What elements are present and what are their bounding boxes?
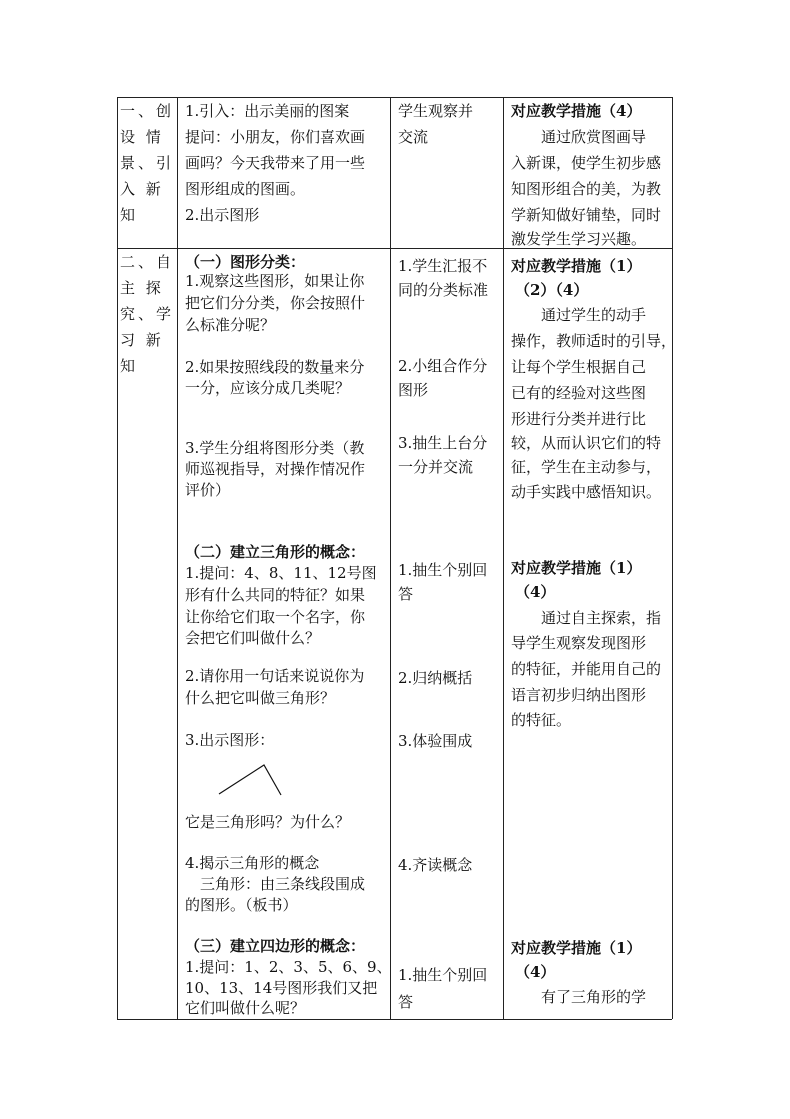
activity-line: 1.观察这些图形，如果让你	[185, 272, 365, 290]
activity-line: 3.出示图形：	[185, 731, 275, 749]
measure-line: 语言初步归纳出图形	[511, 686, 647, 704]
activity-line: 2.请你用一句话来说说你为	[185, 667, 365, 685]
stage-label-line: 一、创	[120, 102, 175, 120]
activity-line: 的图形。（板书）	[185, 896, 298, 914]
stage-label-line: 设 情	[120, 128, 164, 146]
student-line: 图形	[398, 381, 429, 399]
table-border-left	[117, 97, 118, 1019]
activity-line: 提问：小朋友，你们喜欢画	[185, 128, 366, 146]
activity-line: 什么把它叫做三角形？	[185, 689, 336, 707]
measure-line: 入新课，使学生初步感	[511, 154, 662, 172]
activity-line: 把它们分分类，你会按照什	[185, 294, 366, 312]
table-column-divider	[503, 97, 504, 1019]
measure-line: 征，学生在主动参与，	[511, 458, 662, 476]
activity-line: 会把它们叫做什么？	[185, 629, 321, 647]
activity-line: 4.揭示三角形的概念	[185, 854, 320, 872]
stage-label-line: 习 新	[120, 331, 164, 349]
stage-label-line: 二、自	[120, 253, 175, 271]
activity-line: 评价）	[185, 481, 231, 499]
measure-line: 已有的经验对这些图	[511, 384, 647, 402]
activity-line: 3.学生分组将图形分类（教	[185, 439, 365, 457]
activity-line: 1.引入：出示美丽的图案	[185, 102, 350, 120]
measure-line: 操作，教师适时的引导，	[511, 332, 677, 350]
activity-line: 图形组成的图画。	[185, 180, 306, 198]
activity-line: 形有什么共同的特征？如果	[185, 586, 366, 604]
table-border-right	[672, 97, 673, 1019]
section-heading: （二）建立三角形的概念：	[185, 543, 366, 561]
activity-line: 1.提问：1、2、3、5、6、9、	[185, 958, 392, 976]
table-border-top	[117, 97, 672, 98]
activity-line: 三角形：由三条线段围成	[200, 875, 366, 893]
student-line: 3.抽生上台分	[398, 434, 488, 452]
measure-line: 动手实践中感悟知识。	[511, 483, 662, 501]
measure-line: 学新知做好铺垫，同时	[511, 206, 662, 224]
activity-line: 2.出示图形	[185, 206, 260, 224]
table-column-divider	[390, 97, 391, 1019]
activity-line: 让你给它们取一个名字，你	[185, 608, 366, 626]
table-border-bottom	[117, 1019, 672, 1020]
section-heading: （三）建立四边形的概念：	[185, 937, 366, 955]
measure-line: 知图形组合的美，为教	[511, 180, 662, 198]
activity-line: 10、13、14号图形我们又把	[185, 979, 378, 997]
stage-label-line: 知	[120, 206, 136, 224]
measure-line: 的特征，并能用自己的	[511, 660, 662, 678]
student-line: 1.抽生个别回	[398, 966, 488, 984]
activity-line: 2.如果按照线段的数量来分	[185, 358, 365, 376]
stage-label-line: 景、引	[120, 154, 175, 172]
measure-line: 较，从而认识它们的特	[511, 434, 662, 452]
measure-title: （2）（4）	[515, 281, 589, 299]
measure-title: 对应教学措施（1）	[511, 559, 642, 577]
student-line: 答	[398, 585, 414, 603]
measure-line: 的特征。	[511, 711, 572, 729]
activity-line: 师巡视指导，对操作情况作	[185, 460, 366, 478]
student-line: 学生观察并	[398, 102, 474, 120]
measure-line: 通过学生的动手	[541, 306, 647, 324]
measure-line: 激发学生学习兴趣。	[511, 230, 647, 248]
stage-label-line: 究、学	[120, 305, 175, 323]
student-line: 2.小组合作分	[398, 357, 488, 375]
measure-line: 通过自主探索，指	[541, 609, 662, 627]
student-line: 3.体验围成	[398, 732, 473, 750]
student-line: 交流	[398, 128, 429, 146]
table-column-divider	[177, 97, 178, 1019]
activity-line: 1.提问：4、8、11、12号图	[185, 564, 377, 582]
measure-line: 形进行分类并进行比	[511, 410, 647, 428]
measure-title: 对应教学措施（1）	[511, 257, 642, 275]
student-line: 2.归纳概括	[398, 669, 473, 687]
student-line: 答	[398, 993, 414, 1011]
activity-line: 画吗？今天我带来了用一些	[185, 154, 366, 172]
student-line: 1.学生汇报不	[398, 257, 488, 275]
activity-line: 它们叫做什么呢？	[185, 999, 306, 1017]
stage-label-line: 入 新	[120, 180, 164, 198]
measure-line: 导学生观察发现图形	[511, 634, 647, 652]
activity-line: 么标准分呢？	[185, 316, 276, 334]
measure-line: 有了三角形的学	[541, 988, 647, 1006]
section-heading: （一）图形分类：	[185, 253, 306, 271]
stage-label-line: 主 探	[120, 279, 164, 297]
student-line: 同的分类标准	[398, 281, 489, 299]
student-line: 4.齐读概念	[398, 856, 473, 874]
measure-title: （4）	[515, 583, 556, 601]
measure-title: （4）	[515, 963, 556, 981]
measure-line: 通过欣赏图画导	[541, 128, 647, 146]
measure-line: 让每个学生根据自己	[511, 358, 647, 376]
measure-title: 对应教学措施（1）	[511, 939, 642, 957]
student-line: 一分并交流	[398, 458, 474, 476]
activity-line: 一分，应该分成几类呢？	[185, 379, 351, 397]
measure-title: 对应教学措施（4）	[511, 102, 642, 120]
open-triangle-figure	[218, 762, 284, 796]
student-line: 1.抽生个别回	[398, 561, 488, 579]
stage-label-line: 知	[120, 357, 136, 375]
activity-line: 它是三角形吗？为什么？	[185, 813, 351, 831]
